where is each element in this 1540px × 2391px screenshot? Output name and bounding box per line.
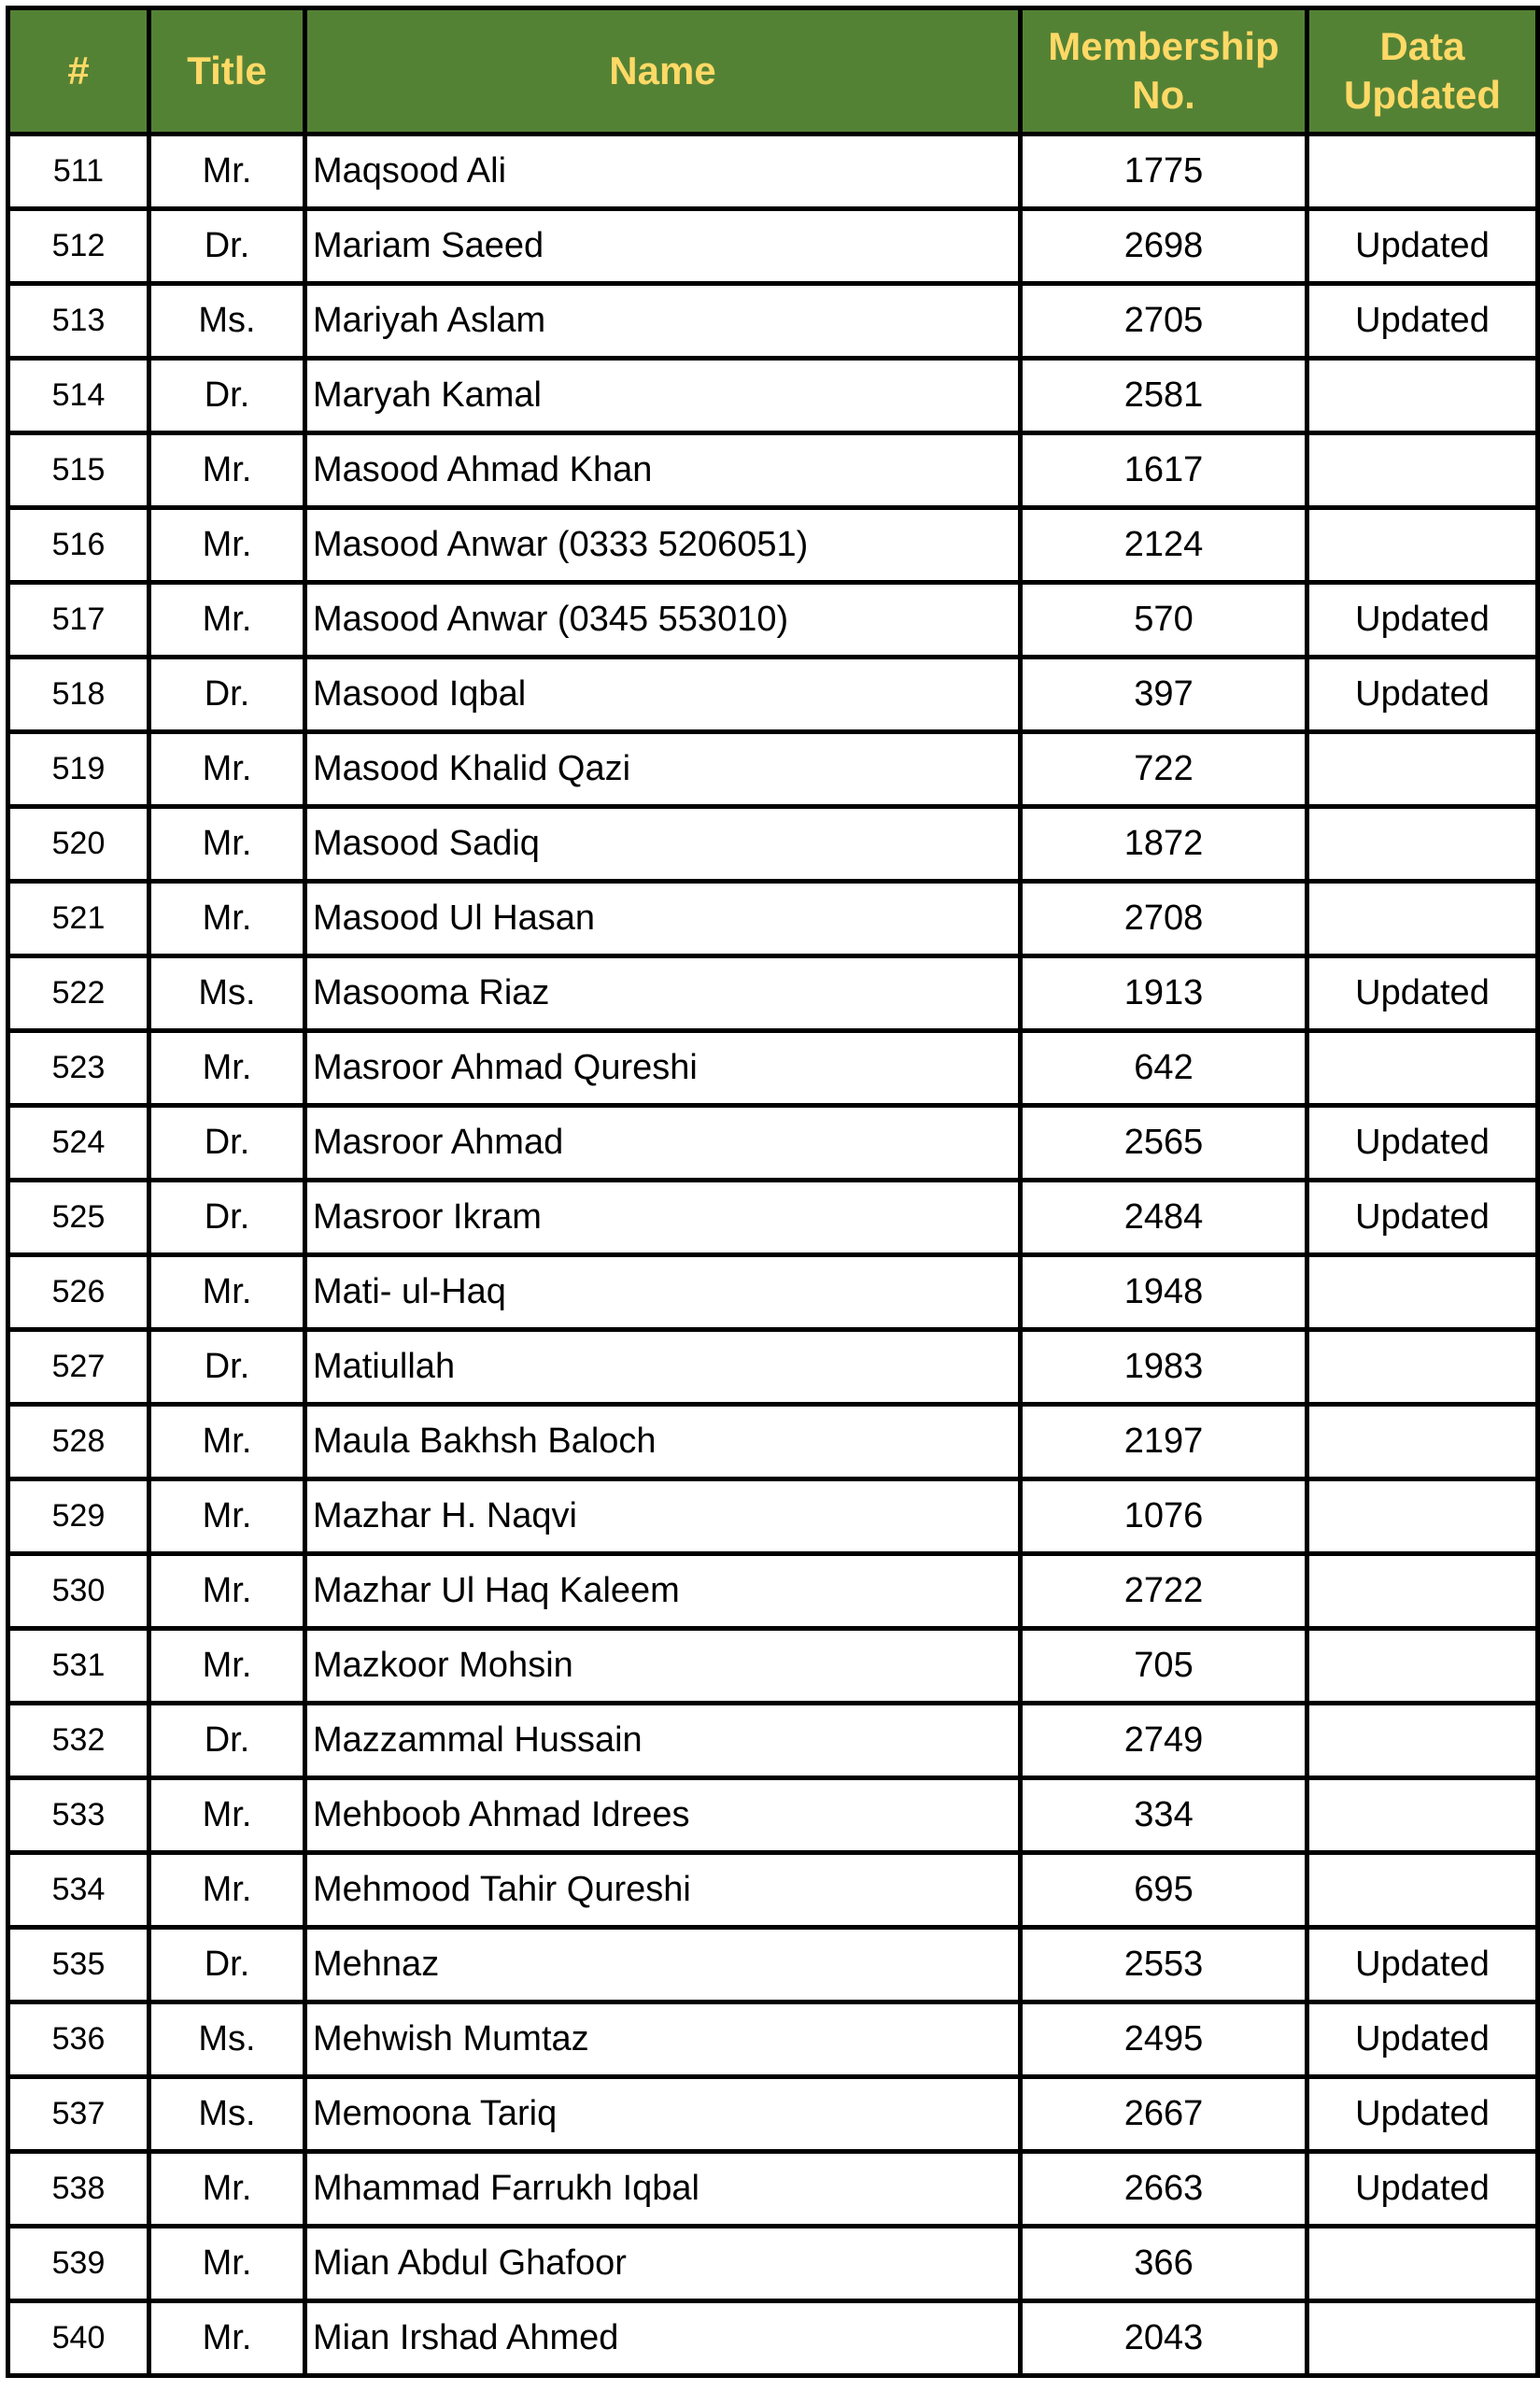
header-data-updated: [1307, 8, 1538, 134]
cell-number: 525: [8, 1181, 149, 1255]
table-row: [8, 956, 1538, 1031]
cell-title: Dr.: [149, 658, 305, 732]
cell-number: 515: [8, 433, 149, 508]
membership-table: [6, 6, 1540, 2378]
cell-data-updated: [1307, 1778, 1538, 1853]
cell-name: Mehmood Tahir Qureshi: [305, 1853, 1021, 1928]
cell-name: Memoona Tariq: [305, 2077, 1021, 2152]
cell-data-updated: [1307, 882, 1538, 956]
cell-title: Mr.: [149, 2152, 305, 2227]
cell-membership-no: 397: [1021, 658, 1307, 732]
cell-data-updated: Updated: [1307, 2077, 1538, 2152]
table-row: [8, 433, 1538, 508]
cell-data-updated: [1307, 1479, 1538, 1554]
cell-membership-no: 2197: [1021, 1405, 1307, 1479]
header-updated-line1: Data: [1379, 24, 1465, 68]
cell-name: Masood Sadiq: [305, 807, 1021, 882]
table-row: [8, 882, 1538, 956]
cell-data-updated: Updated: [1307, 209, 1538, 284]
cell-title: Mr.: [149, 2301, 305, 2376]
cell-membership-no: 642: [1021, 1031, 1307, 1106]
cell-name: Maula Bakhsh Baloch: [305, 1405, 1021, 1479]
cell-title: Ms.: [149, 284, 305, 359]
cell-name: Masood Anwar (0333 5206051): [305, 508, 1021, 583]
cell-number: 518: [8, 658, 149, 732]
cell-number: 528: [8, 1405, 149, 1479]
cell-membership-no: 2124: [1021, 508, 1307, 583]
cell-data-updated: [1307, 1255, 1538, 1330]
cell-membership-no: 2708: [1021, 882, 1307, 956]
table-row: [8, 1330, 1538, 1405]
cell-data-updated: [1307, 134, 1538, 209]
cell-number: 516: [8, 508, 149, 583]
cell-number: 523: [8, 1031, 149, 1106]
cell-data-updated: [1307, 2227, 1538, 2301]
table-row: [8, 134, 1538, 209]
cell-number: 524: [8, 1106, 149, 1181]
cell-title: Mr.: [149, 2227, 305, 2301]
cell-number: 513: [8, 284, 149, 359]
cell-data-updated: [1307, 1031, 1538, 1106]
table-row: [8, 1778, 1538, 1853]
table-row: [8, 1928, 1538, 2002]
table-row: [8, 2227, 1538, 2301]
cell-membership-no: 2581: [1021, 359, 1307, 433]
cell-name: Mian Irshad Ahmed: [305, 2301, 1021, 2376]
cell-membership-no: 2495: [1021, 2002, 1307, 2077]
cell-data-updated: [1307, 508, 1538, 583]
cell-data-updated: [1307, 1629, 1538, 1704]
cell-name: Mazhar Ul Haq Kaleem: [305, 1554, 1021, 1629]
cell-data-updated: [1307, 1704, 1538, 1778]
cell-number: 526: [8, 1255, 149, 1330]
cell-title: Dr.: [149, 1928, 305, 2002]
cell-title: Dr.: [149, 1330, 305, 1405]
cell-title: Mr.: [149, 1778, 305, 1853]
cell-title: Mr.: [149, 1255, 305, 1330]
cell-number: 527: [8, 1330, 149, 1405]
table-row: [8, 2152, 1538, 2227]
cell-number: 532: [8, 1704, 149, 1778]
cell-membership-no: 2722: [1021, 1554, 1307, 1629]
cell-name: Maryah Kamal: [305, 359, 1021, 433]
table-row: [8, 1181, 1538, 1255]
cell-number: 533: [8, 1778, 149, 1853]
cell-title: Dr.: [149, 1181, 305, 1255]
cell-number: 514: [8, 359, 149, 433]
cell-name: Mian Abdul Ghafoor: [305, 2227, 1021, 2301]
cell-membership-no: 1617: [1021, 433, 1307, 508]
table-row: [8, 209, 1538, 284]
table-row: [8, 1031, 1538, 1106]
cell-membership-no: 2043: [1021, 2301, 1307, 2376]
cell-name: Matiullah: [305, 1330, 1021, 1405]
cell-name: Masood Ul Hasan: [305, 882, 1021, 956]
table-row: [8, 732, 1538, 807]
table-row: [8, 1704, 1538, 1778]
cell-title: Mr.: [149, 1031, 305, 1106]
cell-name: Mehwish Mumtaz: [305, 2002, 1021, 2077]
cell-data-updated: [1307, 359, 1538, 433]
header-membership-no: [1021, 8, 1307, 134]
cell-membership-no: 1872: [1021, 807, 1307, 882]
cell-number: 517: [8, 583, 149, 658]
cell-name: Masroor Ahmad: [305, 1106, 1021, 1181]
cell-title: Mr.: [149, 134, 305, 209]
cell-membership-no: 334: [1021, 1778, 1307, 1853]
cell-data-updated: Updated: [1307, 1106, 1538, 1181]
header-updated-line2: Updated: [1344, 73, 1501, 117]
table-row: [8, 1853, 1538, 1928]
cell-number: 521: [8, 882, 149, 956]
table-row: [8, 1106, 1538, 1181]
cell-membership-no: 722: [1021, 732, 1307, 807]
cell-name: Mehnaz: [305, 1928, 1021, 2002]
table-row: [8, 583, 1538, 658]
cell-data-updated: [1307, 807, 1538, 882]
cell-data-updated: Updated: [1307, 956, 1538, 1031]
cell-title: Mr.: [149, 508, 305, 583]
cell-membership-no: 2667: [1021, 2077, 1307, 2152]
cell-name: Mariyah Aslam: [305, 284, 1021, 359]
table-row: [8, 1554, 1538, 1629]
table-row: [8, 807, 1538, 882]
cell-number: 538: [8, 2152, 149, 2227]
cell-title: Mr.: [149, 807, 305, 882]
cell-membership-no: 1775: [1021, 134, 1307, 209]
cell-title: Mr.: [149, 882, 305, 956]
cell-membership-no: 1948: [1021, 1255, 1307, 1330]
cell-name: Mazhar H. Naqvi: [305, 1479, 1021, 1554]
cell-data-updated: [1307, 1853, 1538, 1928]
cell-name: Masooma Riaz: [305, 956, 1021, 1031]
cell-data-updated: [1307, 1405, 1538, 1479]
header-title: Title: [149, 8, 305, 134]
cell-number: 534: [8, 1853, 149, 1928]
table-row: [8, 1479, 1538, 1554]
cell-membership-no: 2565: [1021, 1106, 1307, 1181]
cell-data-updated: [1307, 1554, 1538, 1629]
cell-title: Mr.: [149, 1853, 305, 1928]
cell-title: Mr.: [149, 433, 305, 508]
cell-data-updated: Updated: [1307, 1928, 1538, 2002]
cell-data-updated: [1307, 433, 1538, 508]
cell-number: 535: [8, 1928, 149, 2002]
cell-number: 531: [8, 1629, 149, 1704]
table-row: [8, 2002, 1538, 2077]
cell-name: Mhammad Farrukh Iqbal: [305, 2152, 1021, 2227]
cell-membership-no: 2663: [1021, 2152, 1307, 2227]
cell-name: Masood Khalid Qazi: [305, 732, 1021, 807]
cell-membership-no: 2553: [1021, 1928, 1307, 2002]
cell-number: 540: [8, 2301, 149, 2376]
header-name: Name: [305, 8, 1021, 134]
cell-title: Mr.: [149, 1554, 305, 1629]
cell-name: Mehboob Ahmad Idrees: [305, 1778, 1021, 1853]
cell-membership-no: 2698: [1021, 209, 1307, 284]
cell-membership-no: 366: [1021, 2227, 1307, 2301]
table-row: [8, 1255, 1538, 1330]
table-row: [8, 359, 1538, 433]
cell-data-updated: [1307, 732, 1538, 807]
cell-membership-no: 570: [1021, 583, 1307, 658]
cell-data-updated: [1307, 2301, 1538, 2376]
cell-title: Mr.: [149, 583, 305, 658]
cell-number: 520: [8, 807, 149, 882]
cell-title: Dr.: [149, 359, 305, 433]
cell-title: Mr.: [149, 1629, 305, 1704]
cell-number: 530: [8, 1554, 149, 1629]
table-body: [8, 134, 1538, 2376]
cell-title: Ms.: [149, 956, 305, 1031]
cell-data-updated: Updated: [1307, 1181, 1538, 1255]
cell-data-updated: [1307, 1330, 1538, 1405]
table-row: [8, 2301, 1538, 2376]
cell-number: 512: [8, 209, 149, 284]
table-row: [8, 1405, 1538, 1479]
table-row: [8, 508, 1538, 583]
cell-name: Mazkoor Mohsin: [305, 1629, 1021, 1704]
cell-data-updated: Updated: [1307, 284, 1538, 359]
table-row: [8, 658, 1538, 732]
cell-name: Masroor Ikram: [305, 1181, 1021, 1255]
cell-title: Ms.: [149, 2002, 305, 2077]
cell-membership-no: 705: [1021, 1629, 1307, 1704]
cell-membership-no: 2705: [1021, 284, 1307, 359]
cell-number: 539: [8, 2227, 149, 2301]
table-header: [8, 8, 1538, 134]
cell-membership-no: 2749: [1021, 1704, 1307, 1778]
table-row: [8, 2077, 1538, 2152]
cell-number: 511: [8, 134, 149, 209]
table-row: [8, 1629, 1538, 1704]
cell-number: 529: [8, 1479, 149, 1554]
cell-number: 522: [8, 956, 149, 1031]
header-membership-line1: Membership: [1048, 24, 1279, 68]
cell-name: Mariam Saeed: [305, 209, 1021, 284]
cell-membership-no: 2484: [1021, 1181, 1307, 1255]
cell-name: Masood Ahmad Khan: [305, 433, 1021, 508]
cell-number: 536: [8, 2002, 149, 2077]
cell-name: Mati- ul-Haq: [305, 1255, 1021, 1330]
cell-data-updated: Updated: [1307, 2002, 1538, 2077]
cell-membership-no: 1076: [1021, 1479, 1307, 1554]
cell-title: Ms.: [149, 2077, 305, 2152]
cell-number: 537: [8, 2077, 149, 2152]
cell-title: Mr.: [149, 732, 305, 807]
cell-title: Dr.: [149, 209, 305, 284]
cell-name: Mazzammal Hussain: [305, 1704, 1021, 1778]
cell-data-updated: Updated: [1307, 2152, 1538, 2227]
cell-membership-no: 1913: [1021, 956, 1307, 1031]
cell-title: Mr.: [149, 1405, 305, 1479]
cell-name: Maqsood Ali: [305, 134, 1021, 209]
cell-data-updated: Updated: [1307, 583, 1538, 658]
cell-name: Masroor Ahmad Qureshi: [305, 1031, 1021, 1106]
cell-membership-no: 695: [1021, 1853, 1307, 1928]
cell-title: Dr.: [149, 1106, 305, 1181]
header-membership-line2: No.: [1132, 73, 1195, 117]
cell-membership-no: 1983: [1021, 1330, 1307, 1405]
cell-title: Mr.: [149, 1479, 305, 1554]
cell-data-updated: Updated: [1307, 658, 1538, 732]
header-row: [8, 8, 1538, 134]
cell-name: Masood Iqbal: [305, 658, 1021, 732]
table-row: [8, 284, 1538, 359]
cell-name: Masood Anwar (0345 553010): [305, 583, 1021, 658]
cell-number: 519: [8, 732, 149, 807]
cell-title: Dr.: [149, 1704, 305, 1778]
header-num: #: [8, 8, 149, 134]
